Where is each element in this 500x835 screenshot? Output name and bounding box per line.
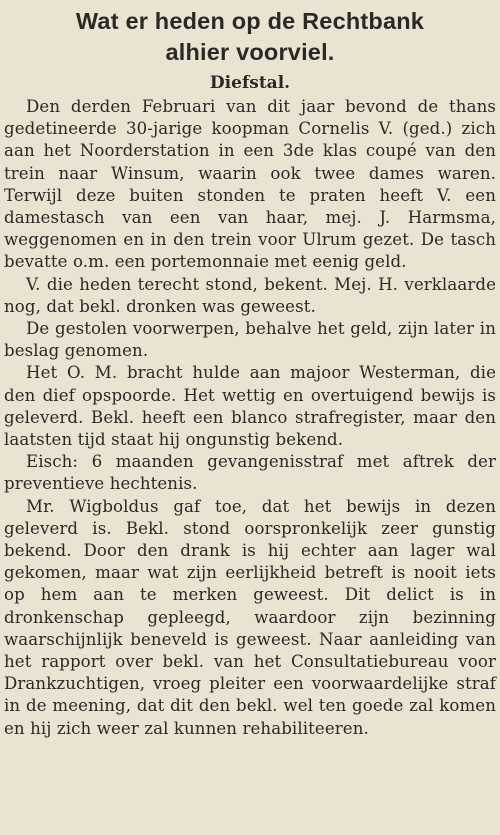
headline-line-1: Wat er heden op de Rechtbank [75,8,425,34]
paragraph-6: Mr. Wigboldus gaf toe, dat het bewijs in dezen geleverd is. Bekl. stond oorspronkelijk zeer gunstig bekend. Door den drank is hij echter aan lager wal gekomen, maar wat zijn eerlijkheid betreft is nooit iets op hem aan te merken geweest. Dit delict is in dronkenschap gepleegd, waardoor zijn bezinning waarschijnlijk beneveld is geweest. Naar aanleiding van het rapport over bekl. van het Consultatiebureau voor Drankzuchtigen, vroeg pleiter een voorwaardelijke straf in de meening, dat dit den bekl. wel ten goede zal komen en hij zich weer zal kunnen rehabiliteeren. [4,496,496,738]
paragraph-2: V. die heden terecht stond, bekent. Mej. H. verklaarde nog, dat bekl. dronken was geweest. [4,274,496,316]
headline [4,6,496,68]
paragraph-1: Den derden Februari van dit jaar bevond de thans gedetineerde 30-jarige koopman Cornelis V. (ged.) zich aan het Noorderstation in een 3de klas coupé van den trein naar Winsum, waarin ook twee dames waren. Terwijl deze buiten stonden te praten heeft V. een damestasch van een van haar, mej. J. Harmsma, weggenomen en in den trein voor Ulrum gezet. De tasch bevatte o.m. een portemonnaie met eenig geld. [4,97,496,272]
paragraph-5: Eisch: 6 maanden gevangenisstraf met aftrek der preventieve hechtenis. [4,452,496,494]
paragraph-4: Het O. M. bracht hulde aan majoor Westerman, die den dief opspoorde. Het wettig en overtuigend bewijs is geleverd. Bekl. heeft een blanco strafregister, maar den laatsten tijd staat hij ongunstig bekend. [4,363,496,450]
paragraph-3: De gestolen voorwerpen, behalve het geld, zijn later in beslag genomen. [4,319,496,361]
section-heading: Diefstal. [209,73,291,93]
headline-line-2: alhier voorviel. [165,39,335,65]
article-body [4,96,496,740]
